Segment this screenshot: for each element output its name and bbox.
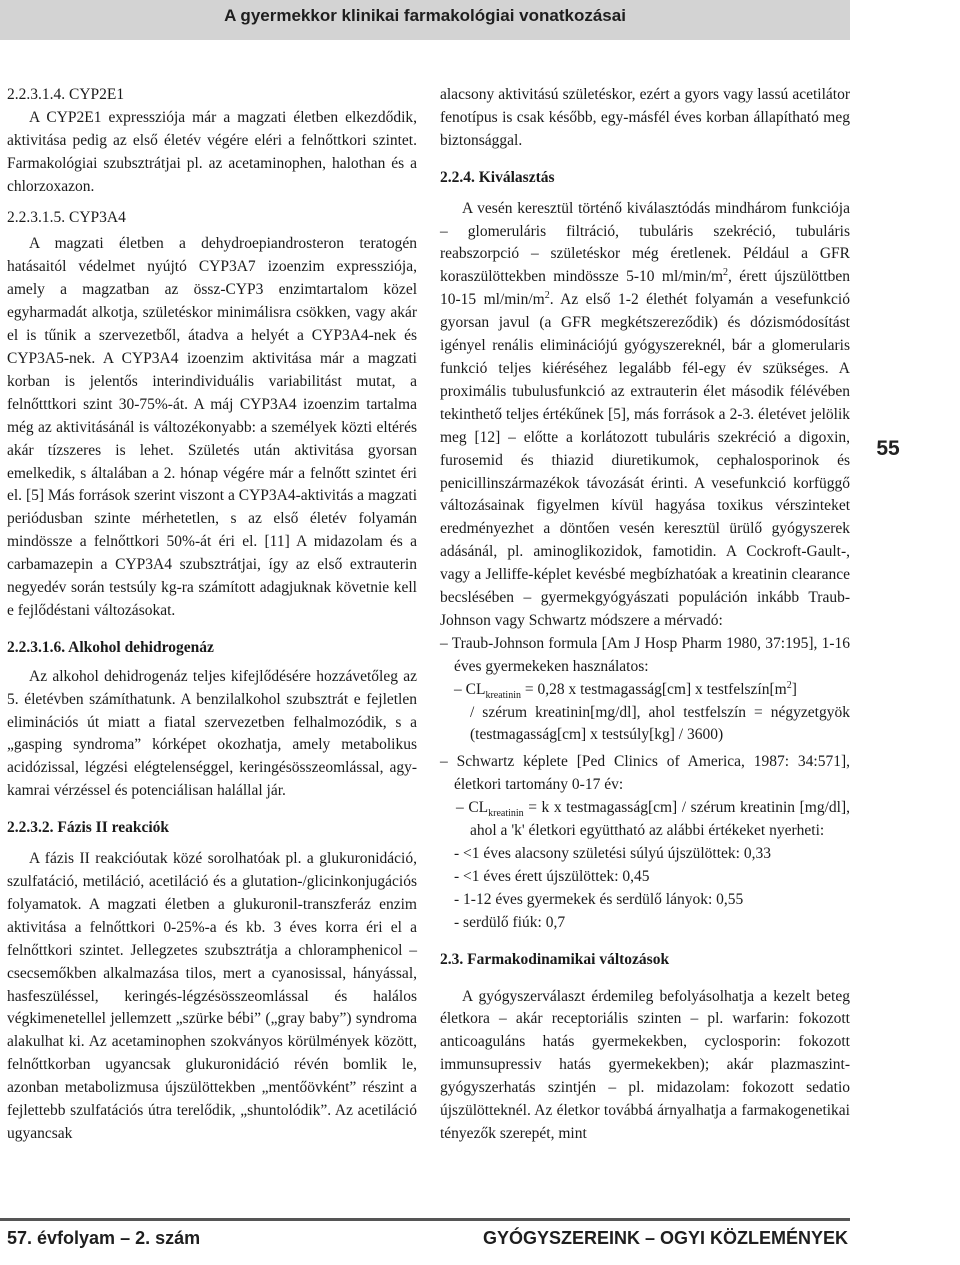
- right-column: [440, 84, 850, 1146]
- footer-rule: [0, 1218, 850, 1221]
- heading-alcohol-dehydrogenase: 2.2.3.1.6. Alkohol dehidrogenáz: [7, 638, 214, 656]
- heading-excretion: 2.2.4. Kiválasztás: [440, 168, 555, 186]
- k-value-item: - serdülő fiúk: 0,7: [454, 913, 566, 931]
- heading-pharmacodynamic: 2.3. Farmakodinamikai változások: [440, 950, 670, 968]
- paragraph-pharmacodynamic: A gyógyszerválaszt érdemileg befolyásolhatja a kezelt beteg életkora – akár receptoriális szinten – pl. warfarin: fokozott anticoaguláns hatás gyermekekben, cyclosporin: fokozott immunsupressiv hatás gyermekekben); akár plazmaszint-gyógyszerhatás szintjén – pl. midazolam: fokozott sedatio újszülötteknél. Az életkor továbbá árnyalhatja a farmakogenetikai tényezők szerepét, mint: [440, 987, 850, 1142]
- heading-phase-ii: 2.2.3.2. Fázis II reakciók: [7, 819, 170, 837]
- running-header-title: A gyermekkor klinikai farmakológiai vonatkozásai: [224, 6, 626, 25]
- paragraph-excretion: A vesén keresztül történő kiválasztódás mindhárom funkciója – glomeruláris filtráció, tubuláris szekréció, tubuláris reabszorpció – születéskor még éretlenek. Például a GFR koraszülöttekben mindössze 5-10 $ml/\min/m^2$, érett újszülöttben 10-15 $ml/\min/m^2$. Az első 1-2 élethét folyamán a vesefunkció gyorsan javul (a GFR megkétszereződik) és dózismódosítást igényel renális eliminációjú gyógyszereknél, bár a glomerularis funkció teljes kiéréséhez legalább fél-egy év szükséges. A proximális tubulusfunkció az extrauterin élet második félévében tekinthető teljes értékűnek [5], más források a 2-3. életévet jelölik meg [12] – előtte a korlátozott tubuláris szekréció a digoxin, furosemid és thiazid diuretikumok, cephalosporinok és penicillinszármazékok távozását érinti. A vesefunkció korfüggő változásainak figyelmen kívül hagyása toxikus vérszinteket eredményezhet a döntően vesén keresztül ürülő gyógyszerek adásánál, pl. aminoglikozidok, famotidin. A Cockroft-Gault-, vagy a Jelliffe-képlet kevésbé megbízhatóak a kreatinin clearance becslésében – gyermekgyógyászati populáción inkább Traub-Johnson vagy Schwartz módszere a mérvadó:: [440, 199, 850, 629]
- heading-cyp3a4: 2.2.3.1.5. CYP3A4: [7, 208, 126, 226]
- traub-johnson-formula: – $CL_{kreatinin} = 0,28$ x testmagasság[cm] x $testfelszín[m^2]$: [454, 679, 797, 701]
- k-value-item: - <1 éves alacsony születési súlyú újszülöttek: 0,33: [454, 845, 771, 862]
- schwartz-item: – Schwartz képlete [Ped Clinics of America, 1987: 34:571], életkori tartomány 0-17 év:: [440, 753, 850, 794]
- paragraph-cyp2e1: A CYP2E1 expressziója már a magzati életben elkezdődik, aktivitása pedig az első életév végére eléri a felnőttkori szintet. Farmakológiai szubsztrátjai pl. az acetaminophen, halothan és a chlorzoxazon.: [7, 108, 417, 195]
- left-column: [7, 84, 417, 1146]
- paragraph-acetylation-continued: alacsony aktivitású születéskor, ezért a gyors vagy lassú acetilátor fenotípus is csak később, egy-másfél éves korban állapítható meg biztonsággal.: [440, 86, 850, 149]
- traub-johnson-item: – Traub-Johnson formula [Am J Hosp Pharm 1980, 37:195], 1-16 éves gyermekeken használatos:: [440, 634, 850, 675]
- paragraph-alcohol-dehydrogenase: Az alkohol dehidrogenáz teljes kifejlődésére hozzávetőleg az 5. életévben számíthatunk. A benzilalkohol szubsztrát e fejletlen eliminációs út miatt a fiatal szervezetben felhalmozódik, s a „gasping syndroma” kórképet okozhatja, amely metabolikus acidózissal, légzési elégtelenséggel, keringésösszeomlással, agykamrai vérzéssel és potenciálisan halállal jár.: [7, 667, 417, 800]
- footer-volume: 57. évfolyam – 2. szám: [7, 1228, 201, 1248]
- traub-johnson-formula-cont: / szérum kreatinin[mg/dl], ahol testfelszín = négyzetgyök (testmagasság[cm] x testsúly[kg] / 3600): [470, 703, 850, 744]
- paragraph-phase-ii: A fázis II reakcióutak közé sorolhatóak pl. a glukuronidáció, szulfatáció, metiláció, acetiláció és a glutation-/glicinkonjugációs folyamatok. A magzati életben a glukuronil-transzferáz enzim aktivitása a felnőttkori 0-25%-a és kb. 3 éves korra éri el a felnőttkori szintet. Jellegzetes szubsztrátja a chloramphenicol – csecsemőkben alkalmazása tilos, mert a cyanosissal, hányással, hasfeszüléssel, keringés-légzésösszeomlással és halálos végkimenetellel jellemzett „szürke bébi” („gray baby”) syndroma alakulhat ki. Az acetaminophen szokványos körülmények között, felnőttkorban ugyancsak glukuronidáció révén bomlik le, azonban metabolizmusa újszülöttekben „mentőövként” részint a fejlettebb szulfatációs útra terelődik, „shuntolódik”. Az acetiláció ugyancsak: [7, 850, 417, 1142]
- schwartz-formula: – $CL_{kreatinin} = k$ x testmagasság[cm] / szérum kreatinin [mg/dl], ahol a 'k' életkori együttható az alábbi értékeket nyerheti:: [456, 799, 850, 840]
- paragraph-cyp3a4: A magzati életben a dehydroepiandrosteron teratogén hatásaitól védelmet nyújtó CYP3A7 izoenzim expressziója, amely a magzatban az össz-CYP3 enzimtartalom közel egyharmadát alkotja, születéskor minimálisra csökken, vagy akár el is tűnik a szervezetből, átadva a helyét a CYP3A4-nek és CYP3A5-nek. A CYP3A4 izoenzim aktivitása már a magzati korban is jelentős interindividuális variabilitást mutat, a felnőtttkori szint 30-75%-át. A máj CYP3A4 izoenzim tartalma még az aktivitásánál is változékonyabb: a személyek közti eltérés akár tízszeres is lehet. Születés után aktivitása gyorsan emelkedik, s általában a 2. hónap végére már a felnőtt szintet éri el. [5] Más források szerint viszont a CYP3A4-aktivitás a magzati periódusban szinte mérhetetlen, s az első életév folyamán mindössze a felnőttkori 50%-át éri el. [11] A midazolam és a carbamazepin a CYP3A4 szubsztrátjai, így az első extrauterin negyedév során testsúly kg-ra számított adagjuknak követnie kell e fejlődéstani változásokat.: [7, 235, 417, 619]
- heading-cyp2e1: 2.2.3.1.4. CYP2E1: [7, 86, 125, 103]
- k-value-item: - <1 éves érett újszülöttek: 0,45: [454, 867, 650, 885]
- page-number: 55: [876, 437, 900, 460]
- footer-journal: GYÓGYSZEREINK – OGYI KÖZLEMÉNYEK: [482, 1228, 848, 1248]
- k-value-item: - 1-12 éves gyermekek és serdülő lányok: 0,55: [454, 890, 744, 908]
